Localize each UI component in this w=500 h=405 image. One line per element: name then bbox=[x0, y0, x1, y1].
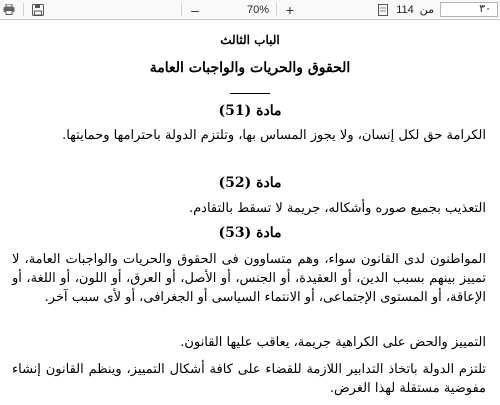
toolbar-separator bbox=[276, 3, 277, 16]
article-paragraph: التعذيب بجميع صوره وأشكاله، جريمة لا تسقط بالتقادم. bbox=[189, 201, 486, 216]
chapter-subtitle: الحقوق والحريات والواجبات العامة bbox=[149, 60, 351, 76]
page-number-input[interactable]: ٣٠ bbox=[440, 2, 498, 17]
article-paragraph: المواطنون لدى القانون سواء، وهم متساوون فى الحقوق والحريات والواجبات العامة، لا تمييز بينهم بسبب الدين، أو العقيدة، أو الجنس، أو الأصل، أو العرق، أو اللون، أو اللغة، أو الإعاقة، أو المستوى الإجتماعى، أو الانتماء السياسى أو الجغرافى، أو لأى سبب آخر. bbox=[12, 252, 486, 305]
pages-icon[interactable] bbox=[376, 0, 390, 19]
toolbar-left-group bbox=[0, 0, 49, 19]
zoom-out-button[interactable] bbox=[185, 0, 205, 19]
document-page bbox=[0, 20, 500, 405]
page-of-label: من bbox=[419, 4, 434, 16]
zoom-controls bbox=[178, 0, 300, 19]
article-paragraph: تلتزم الدولة باتخاذ التدابير اللازمة للقضاء على كافة أشكال التمييز، وينظم القانون إنشاء مفوضية مستقلة لهذا الغرض. bbox=[12, 362, 486, 396]
article-heading: مادة (53) bbox=[218, 225, 282, 241]
article-heading: مادة (51) bbox=[218, 103, 282, 119]
zoom-in-icon: + bbox=[285, 1, 295, 18]
article-paragraph: التمييز والحض على الكراهية جريمة، يعاقب عليها القانون. bbox=[180, 335, 486, 350]
toolbar-separator bbox=[181, 3, 182, 16]
zoom-level[interactable]: 70% bbox=[246, 3, 269, 16]
print-icon[interactable] bbox=[0, 0, 20, 19]
zoom-in-button[interactable] bbox=[280, 0, 300, 19]
article-paragraph: الكرامة حق لكل إنسان، ولا يجوز المساس بها، وتلتزم الدولة باحترامها وحمايتها. bbox=[62, 128, 486, 143]
zoom-out-icon: – bbox=[191, 1, 199, 18]
page-navigation bbox=[376, 0, 498, 19]
toolbar-separator bbox=[23, 3, 24, 16]
pdf-toolbar bbox=[0, 0, 500, 20]
article-heading: مادة (52) bbox=[218, 175, 282, 191]
page-total: 114 bbox=[396, 3, 414, 16]
title-divider bbox=[230, 93, 270, 94]
chapter-title: الباب الثالث bbox=[220, 33, 280, 47]
save-icon[interactable] bbox=[27, 0, 49, 19]
